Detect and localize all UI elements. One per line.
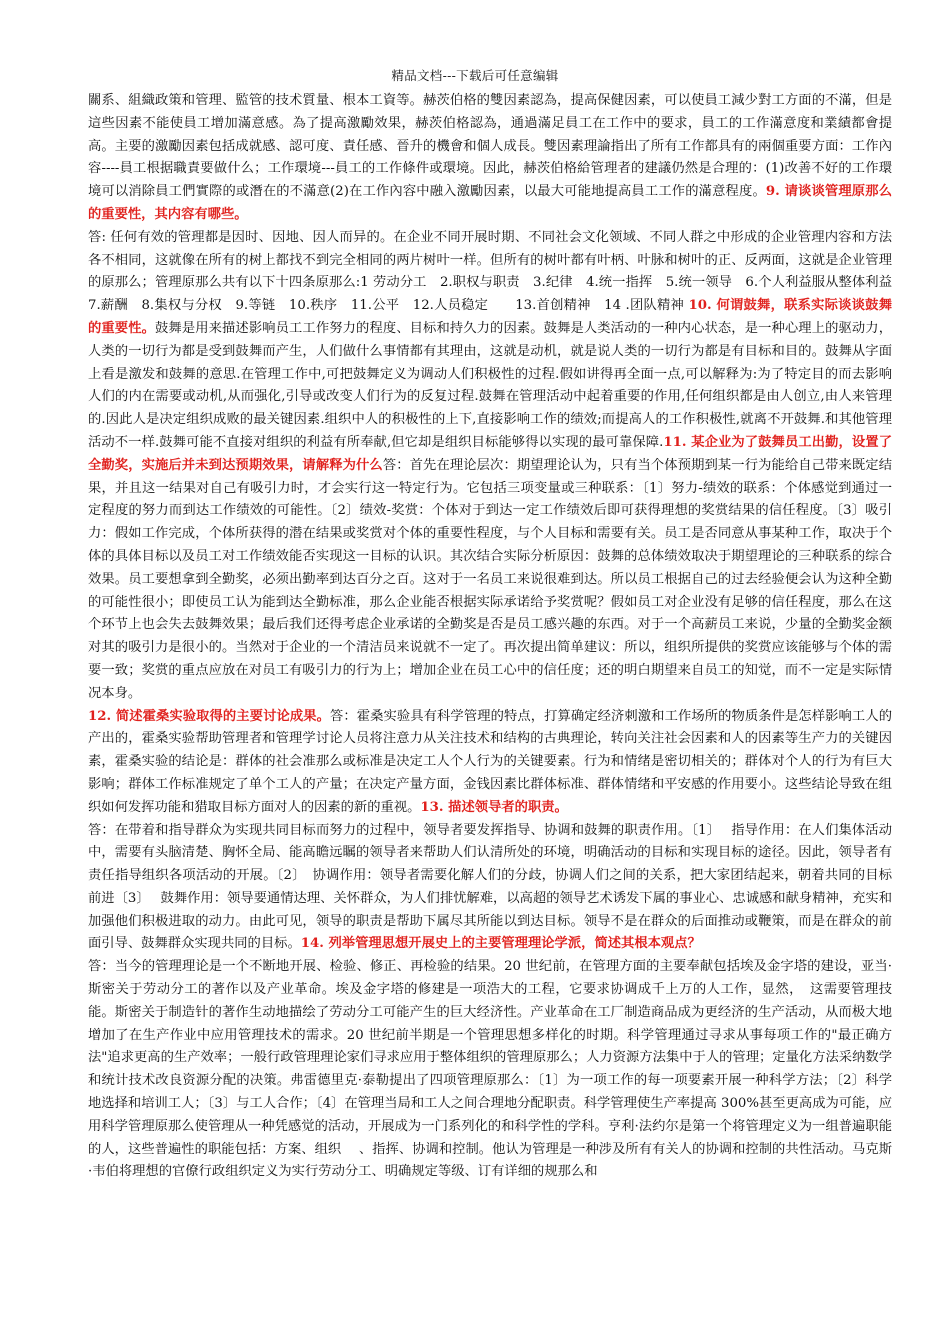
paragraph-text: 答：当今的管理理论是一个不断地开展、检验、修正、再检验的结果。20 世纪前，在管理方面的主要奉献包括埃及金字塔的建设，亚当·斯密关于劳动分工的著作以及产业革命。埃及金字塔的修建是一项浩大的工程，它要求协调成千上万的人工作，显然， 这需要管理技能。斯密关于制造针的著作生动地描绘了劳动分工可能产生的巨大经济性。产业革命在工厂制造商品成为更经济的生产活动，从而极大地增加了在生产作业中应用管理技术的需求。20 世纪前半期是一个管理思想多样化的时期。科学管理通过寻求从事每项工作的"最正确方法"追求更高的生产效率；一般行政管理理论家们寻求应用于整体组织的管理原那么；人力资源方法集中于人的管理；定量化方法采纳数学和统计技术改良资源分配的决策。弗雷德里克·泰勒提出了四项管理原那么：〔1〕为一项工作的每一项要素开展一种科学方法；〔2〕科学地选择和培训工人；〔3〕与工人合作；〔4〕在管理当局和工人之间合理地分配职责。科学管理使生产率提高 300%甚至更高成为可能，应用科学管理原那么使管理从一种凭感觉的活动，开展成为一门系列化的和科学性的学科。亨利·法约尔是第一个将管理定义为一组普遍职能的人，这些普遍性的职能包括：方案、组织 、指挥、协调和控制。他认为管理是一种涉及所有有关人的协调和控制的共性活动。马克斯·韦伯将理想的官僚行政组织定义为实行劳动分工、明确规定等级、订有详细的规那么和 [88,959,892,1180]
question-heading-12: 12. 简述霍桑实验取得的主要讨论成果。 [88,708,330,724]
question-heading-13: 13. 描述领导者的职责。 [420,799,568,815]
paragraph-5 [88,956,892,1184]
document-body [88,90,906,1184]
paragraph-3 [88,706,892,820]
paragraph-text: 答：霍桑实验具有科学管理的特点，打算确定经济刺激和工作场所的物质条件是怎样影响工人的产出的，霍桑实验帮助管理者和管理学讨论人员将注意力从关注技术和结构的古典理论，转向关注社会因素和人的因素等生产力的关键因素，霍桑实验的结论是：群体的社会准那么或标准是决定工人个人行为的关键要素。行为和情绪是密切相关的；群体对个人的行为有巨大影响；群体工作标准规定了单个工人的产量；在决定产量方面，金钱因素比群体标准、群体情绪和平安感的作用要小。这些结论导致在组织如何发挥功能和猎取目标方面对人的因素的新的重视。 [88,708,892,815]
paragraph-text: 答: 任何有效的管理都是因时、因地、因人而异的。在企业不同开展时期、不同社会文化领域、不同人群之中形成的企业管理内容和方法各不相同，这就像在所有的树上都找不到完全相同的两片树叶一样。但所有的树叶都有叶柄、叶脉和树叶的正、反两面，这就是企业管理的原那么；管理原那么共有以下十四条原那么:1 劳动分工 2.职权与职责 3.纪律 4.统一指挥 5.统一领导 6.个人利益服从整体利益 7.薪酬 8.集权与分权 9.等链 10.秩序 11.公平 12.人员稳定 13.首创精神 14 .团队精神 [88,229,906,314]
question-heading-14: 14. 列举管理思想开展史上的主要管理理论学派，简述其根本观点？ [300,936,701,952]
paragraph-4 [88,820,892,957]
paragraph-2 [88,227,906,706]
paragraph-text: 答：首先在理论层次：期望理论认为，只有当个体预期到某一行为能给自己带来既定结果，并且这一结果对自己有吸引力时，才会实行这一特定行为。它包括三项变量或三种联系：〔1〕努力-绩效的联系：个体感觉到通过一定程度的努力而到达工作绩效的可能性。〔2〕绩效-奖赏：个体对于到达一定工作绩效后即可获得理想的奖赏结果的信任程度。〔3〕吸引力：假如工作完成，个体所获得的潜在结果或奖赏对个体的重要性程度，与个人目标和需要有关。员工是否同意从事某种工作，取决于个体的具体目标以及员工对工作绩效能否实现这一目标的认识。其次结合实际分析原因：鼓舞的总体绩效取决于期望理论的三种联系的综合效果。员工要想拿到全勤奖，必须出勤率到达百分之百。这对于一名员工来说很难到达。所以员工根据自己的过去经验便会认为这种全勤的可能性很小；即使员工认为能到达全勤标准，那么企业能否根据实际承诺给予奖赏呢？假如员工对企业没有足够的信任程度，那么在这个环节上也会失去鼓舞效果；最后我们还得考虑企业承诺的全勤奖是否是员工感兴趣的东西。对于一个高薪员工来说，少量的全勤奖金额对其的吸引力是很小的。当然对于企业的一个清洁员来说就不一定了。再次提出简单建议：所以，组织所提供的奖赏应该能够与个体的需要一致；奖赏的重点应放在对员工有吸引力的行为上；增加企业在员工心中的信任度；还的明白期望来自员工的知觉，而不一定是实际情况本身。 [88,457,893,701]
paragraph-text: 答：在带着和指导群众为实现共同目标而努力的过程中，领导者要发挥指导、协调和鼓舞的职责作用。〔1〕 指导作用：在人们集体活动中，需要有头脑清楚、胸怀全局、能高瞻远瞩的领导者来帮助人们认清所处的环境，明确活动的目标和实现目标的途径。因此，领导者有责任指导组织各项活动的开展。〔2〕 协调作用：领导者需要化解人们的分歧，协调人们之间的关系，把大家团结起来，朝着共同的目标前进〔3〕 鼓舞作用：领导要通情达理、关怀群众，为人们排忧解难，以高超的领导艺术诱发下属的事业心、忠诚感和献身精神，充实和加强他们积极进取的动力。由此可见，领导的职责是帮助下属尽其所能以到达目标。领导不是在群众的后面推动或鞭策，而是在群众的前面引导、鼓舞群众实现共同的目标。 [88,822,892,952]
page-header: 精品文档---下载后可任意编辑 [391,68,559,83]
question-heading-10: 10. 何谓鼓舞，联系实际谈谈鼓舞的重要性。 [88,298,892,336]
paragraph-text: 鼓舞是用来描述影响员工工作努力的程度、目标和持久力的因素。鼓舞是人类活动的一种内心状态，是一种心理上的驱动力，人类的一切行为都是受到鼓舞而产生，人们做什么事情都有其理由，这就是动机，就是说人类的一切行为都是有目标和目的。鼓舞从字面上看是激发和鼓舞的意思.在管理工作中,可把鼓舞定义为调动人们积极性的过程.假如讲得再全面一点,可以解释为:为了特定目的而去影响人们的内在需要或动机,从而强化,引导或改变人们行为的反复过程.鼓舞在管理活动中起着重要的作用,任何组织都是由人创立,由人来管理的.因此人是决定组织成败的最关键因素.组织中人的积极性的上下,直接影响工作的绩效;而提高人的工作积极性,就离不开鼓舞.和其他管理活动不一样.鼓舞可能不直接对组织的利益有所奉献,但它却是组织目标能够得以实现的最可靠保障. [88,320,893,450]
paragraph-text: 關系、組織政策和管理、監管的技术質量、根本工資等。赫茨伯格的雙因素認為，提高保健因素，可以使員工減少對工方面的不滿，但是這些因素不能使員工增加滿意感。為了提高激勵效果，赫茨伯格認為，通過滿足員工在工作中的要求，員工的工作滿意度和業績都會提高。主要的激勵因素包括成就感、認可度、責任感、晉升的機會和個人成長。雙因素理論指出了所有工作都具有的兩個重要方面：工作內容----員工根据職責要做什么；工作環境---員工的工作條件或環境。因此，赫茨伯格給管理者的建議仍然是合理的：(1)改善不好的工作環境可以消除員工們實際的或潛在的不滿意(2)在工作內容中融入激勵因素，以最大可能地提高員工工作的滿意程度。 [88,93,892,200]
paragraph-1 [88,90,892,227]
question-heading-11: 11. 某企业为了鼓舞员工出勤，设置了全勤奖，实施后并未到达预期效果，请解释为什么 [88,434,892,473]
question-heading-9: 9. 请谈谈管理原那么的重要性，其内容有哪些。 [88,184,892,222]
